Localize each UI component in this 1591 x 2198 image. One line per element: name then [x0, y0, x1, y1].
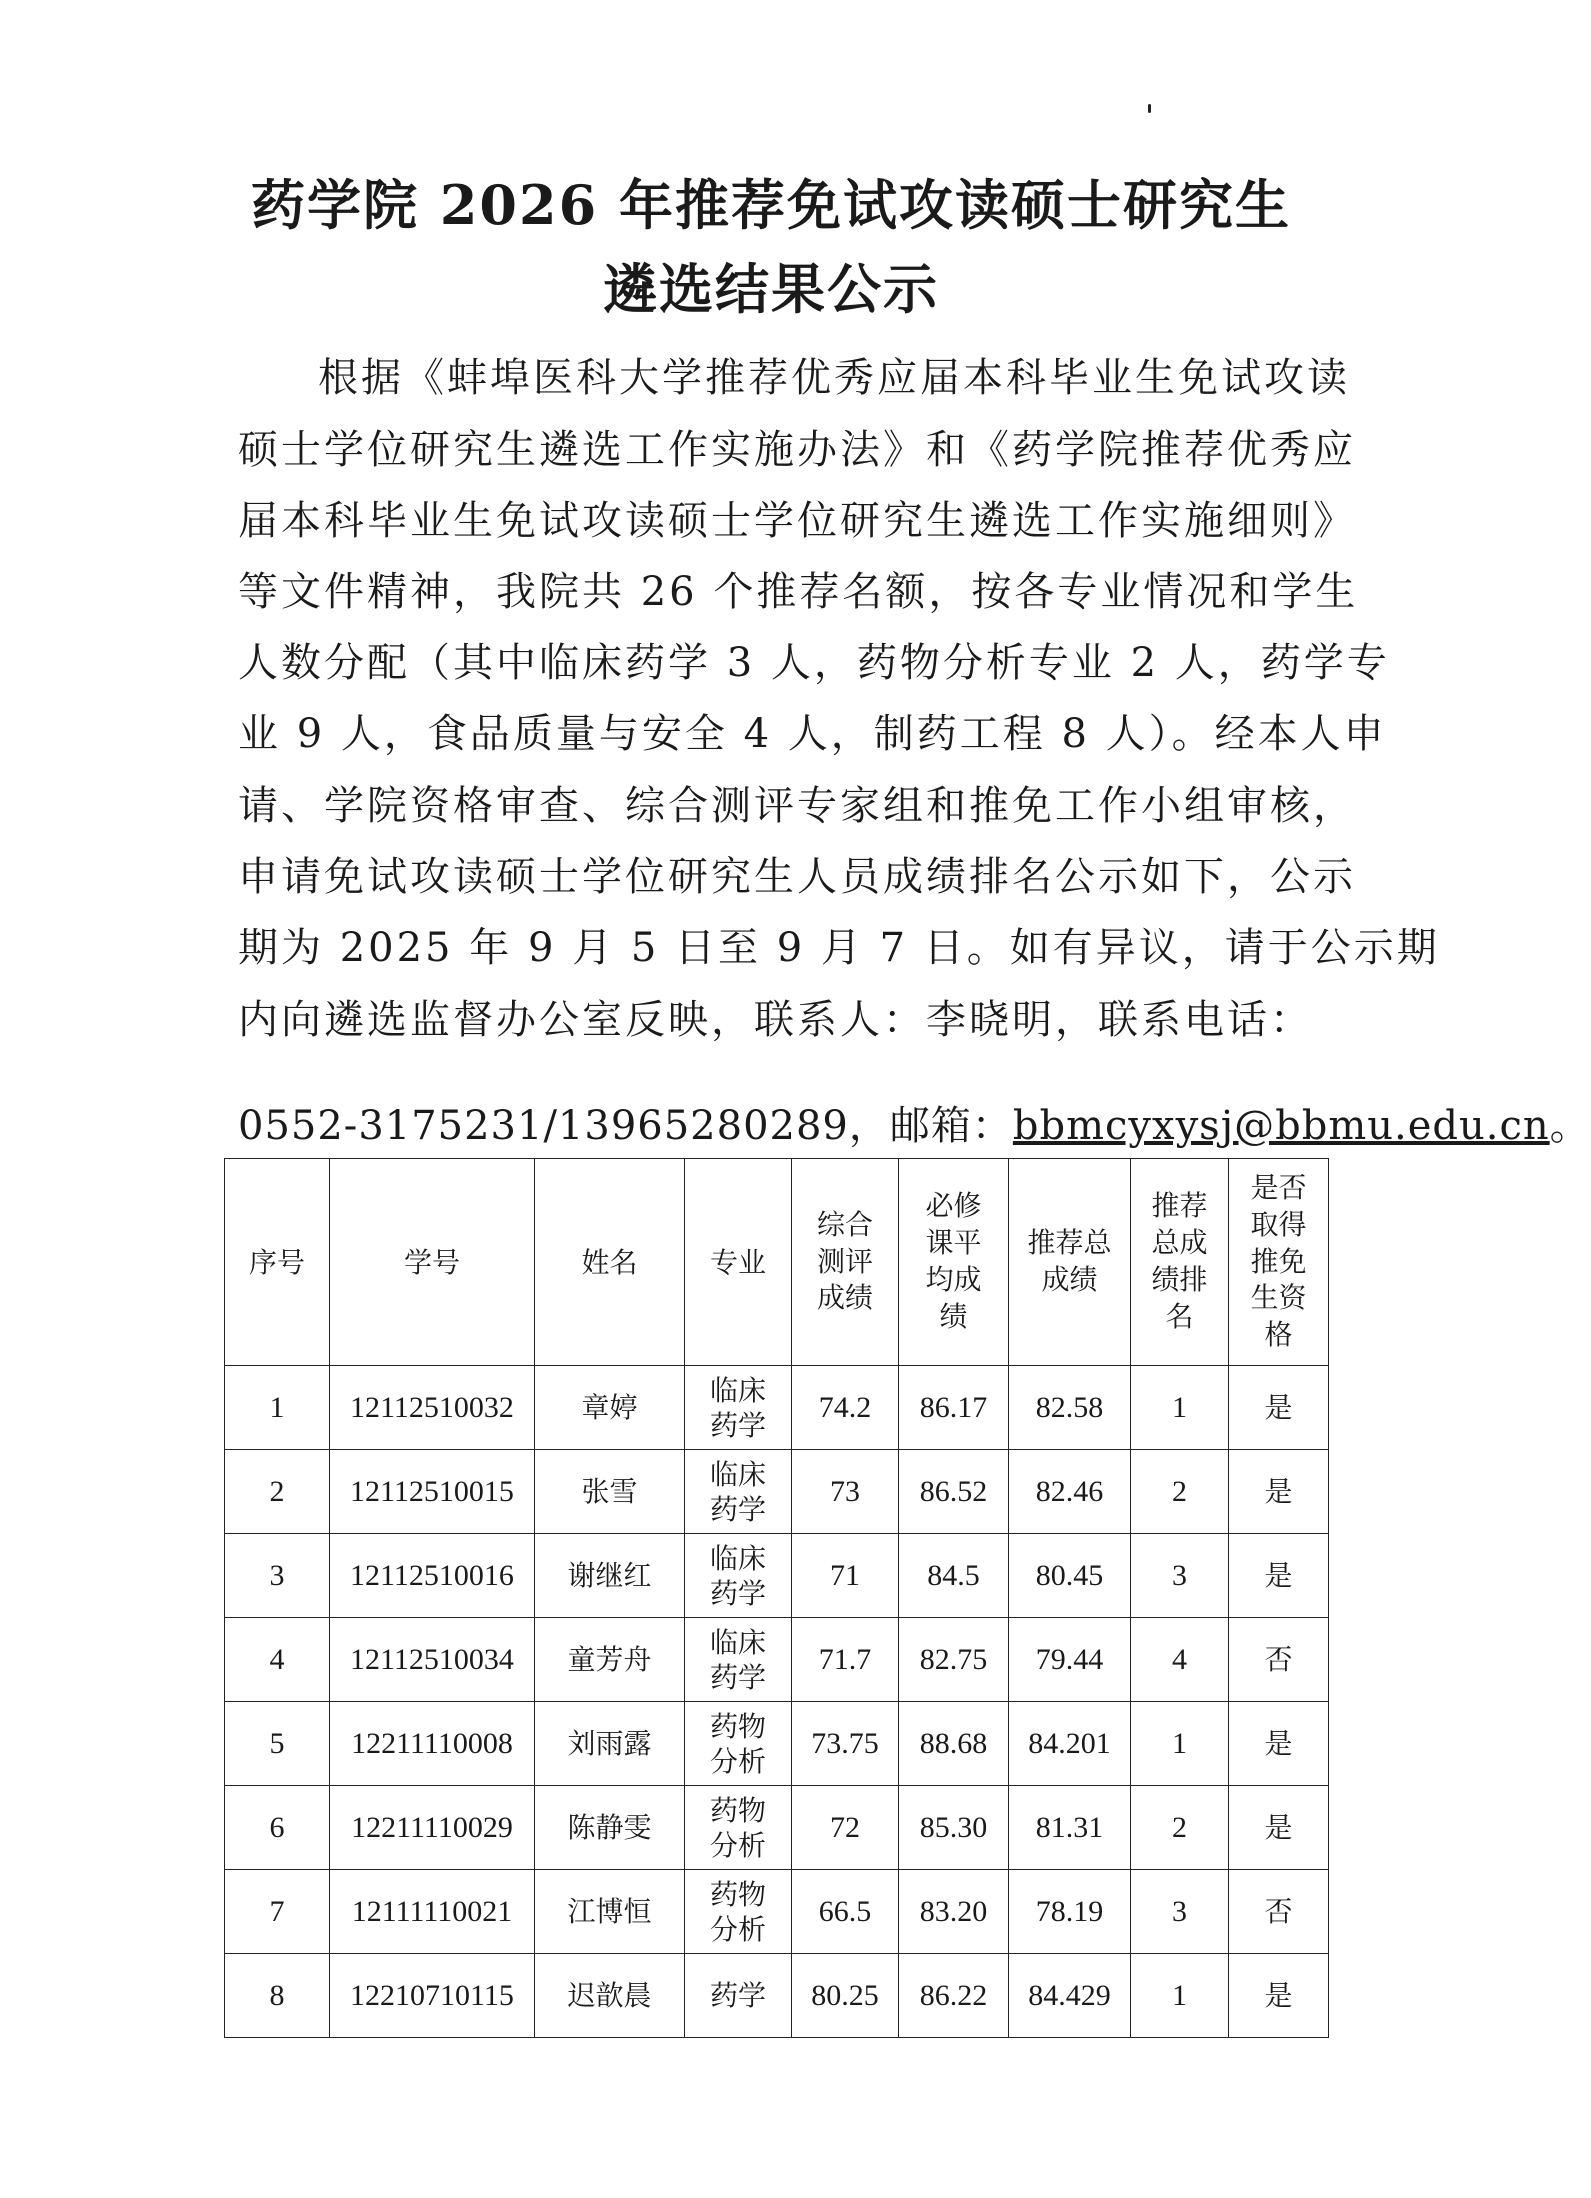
- cell-major: [685, 1534, 792, 1618]
- cell-rank: 1: [1131, 1954, 1229, 2038]
- cell-qualified: 是: [1229, 1366, 1329, 1450]
- contact-phone-text: 0552-3175231/13965280289，邮箱：: [238, 1103, 1013, 1149]
- cell-major: [685, 1786, 792, 1870]
- cell-rank: 3: [1131, 1870, 1229, 1954]
- results-table: [224, 1158, 1329, 2038]
- cell-required-course-avg: 85.30: [899, 1786, 1009, 1870]
- cell-comprehensive-score: 73: [792, 1450, 899, 1534]
- cell-required-course-avg: 83.20: [899, 1870, 1009, 1954]
- cell-total-score: 82.58: [1009, 1366, 1131, 1450]
- cell-comprehensive-score: 73.75: [792, 1702, 899, 1786]
- cell-name: 章婷: [535, 1366, 685, 1450]
- cell-name: 江博恒: [535, 1870, 685, 1954]
- cell-rank: 2: [1131, 1786, 1229, 1870]
- cell-total-score: 84.201: [1009, 1702, 1131, 1786]
- cell-student-id: 12210710115: [330, 1954, 535, 2038]
- cell-major: [685, 1702, 792, 1786]
- major-text: 药学: [709, 1576, 766, 1610]
- major-text: 药学: [709, 1408, 766, 1442]
- paragraph-line: 期为 2025 年 9 月 5 日至 9 月 7 日。如有异议，请于公示期: [238, 925, 1440, 971]
- header-text: 绩排: [1151, 1263, 1208, 1296]
- cell-major: [685, 1954, 792, 2038]
- cell-total-score: 81.31: [1009, 1786, 1131, 1870]
- header-text: 推荐: [1151, 1189, 1208, 1223]
- cell-total-score: 80.45: [1009, 1534, 1131, 1618]
- major-text: 临床: [709, 1625, 766, 1659]
- header-text: 是否: [1250, 1170, 1307, 1204]
- cell-seq: 7: [225, 1870, 330, 1954]
- header-text: 综合: [816, 1207, 873, 1241]
- paragraph-line: 申请免试攻读硕士学位研究生人员成绩排名公示如下，公示: [238, 854, 1356, 900]
- cell-name: 童芳舟: [535, 1618, 685, 1702]
- header-text: 成绩: [1041, 1263, 1098, 1296]
- header-text: 成绩: [816, 1281, 873, 1315]
- cell-name: 谢继红: [535, 1534, 685, 1618]
- table-header-row: [225, 1159, 1329, 1366]
- header-text: 生资: [1250, 1281, 1307, 1315]
- document-title-line1: 药学院 2026 年推荐免试攻读硕士研究生: [251, 173, 1291, 237]
- cell-student-id: 12111110021: [330, 1870, 535, 1954]
- table-row: [225, 1366, 1329, 1450]
- cell-major: [685, 1618, 792, 1702]
- cell-rank: 3: [1131, 1534, 1229, 1618]
- cell-qualified: 是: [1229, 1450, 1329, 1534]
- cell-comprehensive-score: 80.25: [792, 1954, 899, 2038]
- scan-speck: [1148, 104, 1151, 113]
- header-text: 推荐总: [1027, 1226, 1112, 1260]
- cell-seq: 3: [225, 1534, 330, 1618]
- cell-student-id: 12112510015: [330, 1450, 535, 1534]
- major-text: 药学: [709, 1979, 766, 2012]
- major-text: 临床: [709, 1373, 766, 1407]
- major-text: 分析: [709, 1912, 766, 1946]
- cell-total-score: 84.429: [1009, 1954, 1131, 2038]
- header-text: 绩: [939, 1299, 968, 1333]
- major-text: 分析: [709, 1828, 766, 1862]
- cell-student-id: 12112510016: [330, 1534, 535, 1618]
- cell-rank: 1: [1131, 1366, 1229, 1450]
- table-row: [225, 1702, 1329, 1786]
- header-student-id: 学号: [330, 1159, 535, 1366]
- cell-name: 陈静雯: [535, 1786, 685, 1870]
- cell-qualified: 是: [1229, 1954, 1329, 2038]
- header-total-score: [1009, 1159, 1131, 1366]
- header-name: 姓名: [535, 1159, 685, 1366]
- header-text: 必修: [925, 1189, 982, 1223]
- header-text: 取得: [1250, 1207, 1307, 1241]
- major-text: 药物: [709, 1793, 766, 1827]
- cell-seq: 6: [225, 1786, 330, 1870]
- contact-line-end: 。: [1549, 1103, 1591, 1149]
- header-seq: 序号: [225, 1159, 330, 1366]
- cell-student-id: 12112510032: [330, 1366, 535, 1450]
- cell-qualified: 否: [1229, 1618, 1329, 1702]
- cell-seq: 1: [225, 1366, 330, 1450]
- cell-seq: 8: [225, 1954, 330, 2038]
- major-text: 药学: [709, 1660, 766, 1694]
- header-rank: [1131, 1159, 1229, 1366]
- table-row: [225, 1618, 1329, 1702]
- header-text: 总成: [1151, 1226, 1208, 1260]
- header-text: 名: [1165, 1299, 1194, 1333]
- cell-qualified: 是: [1229, 1786, 1329, 1870]
- paragraph-line: 人数分配（其中临床药学 3 人，药物分析专业 2 人，药学专: [238, 640, 1390, 686]
- paragraph-line: 请、学院资格审查、综合测评专家组和推免工作小组审核，: [238, 783, 1356, 829]
- major-text: 分析: [709, 1744, 766, 1778]
- cell-comprehensive-score: 66.5: [792, 1870, 899, 1954]
- cell-name: 迟歆晨: [535, 1954, 685, 2038]
- cell-seq: 4: [225, 1618, 330, 1702]
- header-text: 均成: [925, 1263, 982, 1296]
- cell-comprehensive-score: 71: [792, 1534, 899, 1618]
- header-major: 专业: [685, 1159, 792, 1366]
- cell-required-course-avg: 84.5: [899, 1534, 1009, 1618]
- cell-required-course-avg: 86.22: [899, 1954, 1009, 2038]
- cell-comprehensive-score: 71.7: [792, 1618, 899, 1702]
- major-text: 临床: [709, 1541, 766, 1575]
- paragraph-line: 硕士学位研究生遴选工作实施办法》和《药学院推荐优秀应: [238, 427, 1356, 473]
- cell-student-id: 12211110029: [330, 1786, 535, 1870]
- cell-required-course-avg: 88.68: [899, 1702, 1009, 1786]
- paragraph-line: 届本科毕业生免试攻读硕士学位研究生遴选工作实施细则》: [238, 498, 1356, 544]
- cell-name: 张雪: [535, 1450, 685, 1534]
- cell-name: 刘雨露: [535, 1702, 685, 1786]
- cell-major: [685, 1870, 792, 1954]
- table-row: [225, 1450, 1329, 1534]
- cell-seq: 5: [225, 1702, 330, 1786]
- cell-required-course-avg: 86.17: [899, 1366, 1009, 1450]
- major-text: 药学: [709, 1492, 766, 1526]
- header-comprehensive-score: [792, 1159, 899, 1366]
- header-text: 推免: [1250, 1244, 1307, 1278]
- major-text: 临床: [709, 1457, 766, 1491]
- cell-rank: 2: [1131, 1450, 1229, 1534]
- document-title-line2: 遴选结果公示: [603, 257, 939, 321]
- paragraph-line: 根据《蚌埠医科大学推荐优秀应届本科毕业生免试攻读: [318, 355, 1350, 401]
- cell-rank: 1: [1131, 1702, 1229, 1786]
- header-qualified: [1229, 1159, 1329, 1366]
- paragraph-contact-line: [238, 1103, 1591, 1149]
- header-text: 测评: [816, 1244, 873, 1278]
- header-text: 格: [1264, 1318, 1293, 1352]
- cell-student-id: 12211110008: [330, 1702, 535, 1786]
- cell-total-score: 78.19: [1009, 1870, 1131, 1954]
- header-text: 课平: [925, 1226, 982, 1260]
- cell-required-course-avg: 86.52: [899, 1450, 1009, 1534]
- cell-major: [685, 1366, 792, 1450]
- cell-required-course-avg: 82.75: [899, 1618, 1009, 1702]
- cell-total-score: 82.46: [1009, 1450, 1131, 1534]
- cell-qualified: 否: [1229, 1870, 1329, 1954]
- header-required-course-avg: [899, 1159, 1009, 1366]
- cell-student-id: 12112510034: [330, 1618, 535, 1702]
- cell-comprehensive-score: 72: [792, 1786, 899, 1870]
- paragraph-line: 内向遴选监督办公室反映，联系人：李晓明，联系电话：: [238, 997, 1313, 1043]
- major-text: 药物: [709, 1709, 766, 1743]
- cell-major: [685, 1450, 792, 1534]
- cell-qualified: 是: [1229, 1702, 1329, 1786]
- table-row: [225, 1534, 1329, 1618]
- cell-seq: 2: [225, 1450, 330, 1534]
- cell-rank: 4: [1131, 1618, 1229, 1702]
- table-row: [225, 1954, 1329, 2038]
- contact-email-link[interactable]: bbmcyxysj@bbmu.edu.cn: [1012, 1103, 1550, 1149]
- table-row: [225, 1870, 1329, 1954]
- paragraph-line: 等文件精神，我院共 26 个推荐名额，按各专业情况和学生: [238, 569, 1359, 615]
- paragraph-line: 业 9 人，食品质量与安全 4 人，制药工程 8 人）。经本人申: [238, 711, 1387, 757]
- cell-qualified: 是: [1229, 1534, 1329, 1618]
- cell-total-score: 79.44: [1009, 1618, 1131, 1702]
- cell-comprehensive-score: 74.2: [792, 1366, 899, 1450]
- major-text: 药物: [709, 1877, 766, 1911]
- table-row: [225, 1786, 1329, 1870]
